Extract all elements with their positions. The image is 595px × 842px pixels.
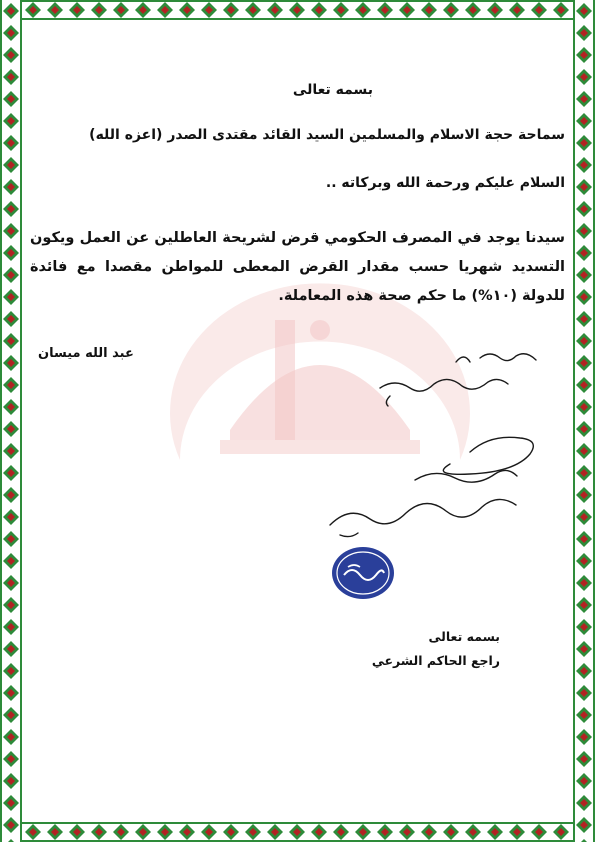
basmala-heading: بسمه تعالى <box>292 82 373 98</box>
addressee-line: سماحة حجة الاسلام والمسلمين السيد القائد مقتدى الصدر (اعزه الله) <box>89 127 565 143</box>
printed-answer-line2: راجع الحاكم الشرعي <box>371 653 500 668</box>
seal-stamp <box>330 545 396 601</box>
question-paragraph: سيدنا يوجد في المصرف الحكومي قرض لشريحة العاطلين عن العمل ويكون التسديد شهريا حسب مقدار القرض المعطى للمواطن مقصدا مع فائدة للدولة (١٠%) ما حكم صحة هذه المعاملة. <box>30 230 565 304</box>
printed-answer-line1: بسمه تعالى <box>428 629 500 644</box>
sender-name: عبد الله ميسان <box>38 346 134 361</box>
handwritten-answer-signature <box>320 340 560 550</box>
decorative-border-right <box>573 0 595 842</box>
decorative-border-top <box>0 0 595 20</box>
decorative-border-bottom <box>0 822 595 842</box>
decorative-border-left <box>0 0 22 842</box>
greeting-line: السلام عليكم ورحمة الله وبركاته .. <box>325 175 565 191</box>
printed-answer <box>372 625 500 673</box>
